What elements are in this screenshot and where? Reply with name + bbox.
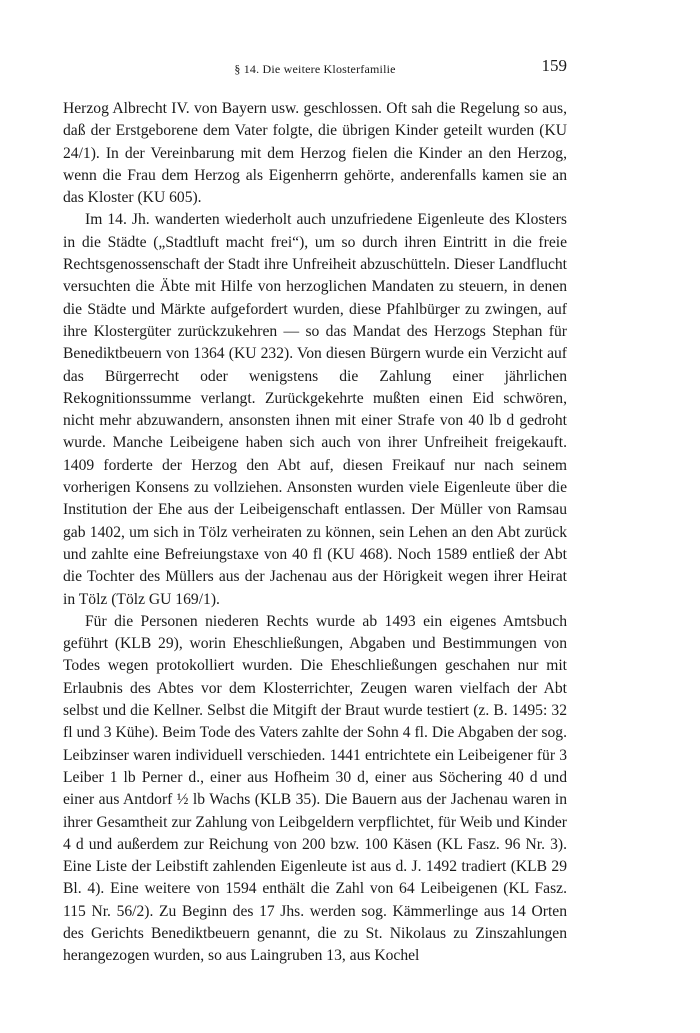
- paragraph-2: Im 14. Jh. wanderten wiederholt auch unzufriedene Eigenleute des Klosters in die Städte („Stadtluft macht frei“), um so durch ihren Eintritt in die freie Rechtsgenossenschaft der Stadt ihre Unfreiheit abzuschütteln. Dieser Landflucht versuchten die Äbte mit Hilfe von herzoglichen Mandaten zu steuern, in denen die Städte und Märkte aufgefordert wurden, diese Pfahlbürger zu zwingen, auf ihre Klostergüter zurückzukehren — so das Mandat des Herzogs Stephan für Benediktbeuern von 1364 (KU 232). Von diesen Bürgern wurde ein Verzicht auf das Bürgerrecht oder wenigstens die Zahlung einer jährlichen Rekognitionssumme verlangt. Zurückgekehrte mußten einen Eid schwören, nicht mehr abzuwandern, ansonsten ihnen mit einer Strafe von 40 lb d gedroht wurde. Manche Leibeigene haben sich auch von ihrer Unfreiheit freigekauft. 1409 forderte der Herzog den Abt auf, diesen Freikauf nur nach seinem vorherigen Konsens zu vollziehen. Ansonsten wurden viele Eigenleute über die Institution der Ehe aus der Leibeigenschaft entlassen. Der Müller von Ramsau gab 1402, um sich in Tölz verheiraten zu können, sein Lehen an den Abt zurück und zahlte eine Befreiungstaxe von 40 fl (KU 468). Noch 1589 entließ der Abt die Tochter des Müllers aus der Jachenau aus der Hörigkeit wegen ihrer Heirat in Tölz (Tölz GU 169/1).: [63, 211, 567, 608]
- body-text: [63, 98, 567, 968]
- book-page: [63, 56, 567, 968]
- page-number: 159: [541, 56, 567, 75]
- paragraph-3: Für die Personen niederen Rechts wurde ab 1493 ein eigenes Amtsbuch geführt (KLB 29), worin Eheschließungen, Abgaben und Bestimmungen von Todes wegen protokolliert wurden. Die Eheschließungen geschahen nur mit Erlaubnis des Abtes vor dem Klosterrichter, Zeugen waren vielfach der Abt selbst und die Kellner. Selbst die Mitgift der Braut wurde testiert (z. B. 1495: 32 fl und 3 Kühe). Beim Tode des Vaters zahlte der Sohn 4 fl. Die Abgaben der sog. Leibzinser waren individuell verschieden. 1441 entrichtete ein Leibeigener für 3 Leiber 1 lb Perner d., einer aus Hofheim 30 d, einer aus Söchering 40 d und einer aus Antdorf ½ lb Wachs (KLB 35). Die Bauern aus der Jachenau waren in ihrer Gesamtheit zur Zahlung von Leibgeldern verpflichtet, für Weib und Kinder 4 d und außerdem zur Reichung von 200 bzw. 100 Käsen (KL Fasz. 96 Nr. 3). Eine Liste der Leibstift zahlenden Eigenleute ist aus d. J. 1492 tradiert (KLB 29 Bl. 4). Eine weitere von 1594 enthält die Zahl von 64 Leibeigenen (KL Fasz. 115 Nr. 56/2). Zu Beginn des 17 Jhs. werden sog. Kämmerlinge aus 14 Orten des Gerichts Benediktbeuern genannt, die zu St. Nikolaus zu Zinszahlungen herangezogen wurden, so aus Laingruben 13, aus Kochel: [63, 612, 567, 965]
- running-header: [63, 56, 567, 80]
- running-title: § 14. Die weitere Klosterfamilie: [234, 62, 396, 76]
- paragraph-1: Herzog Albrecht IV. von Bayern usw. geschlossen. Oft sah die Regelung so aus, daß der Erstgeborene dem Vater folgte, die übrigen Kinder geteilt wurden (KU 24/1). In der Vereinbarung mit dem Herzog fielen die Kinder an den Herzog, wenn die Frau dem Herzog als Eigenherrn gehörte, anderenfalls kamen sie an das Kloster (KU 605).: [63, 100, 567, 207]
